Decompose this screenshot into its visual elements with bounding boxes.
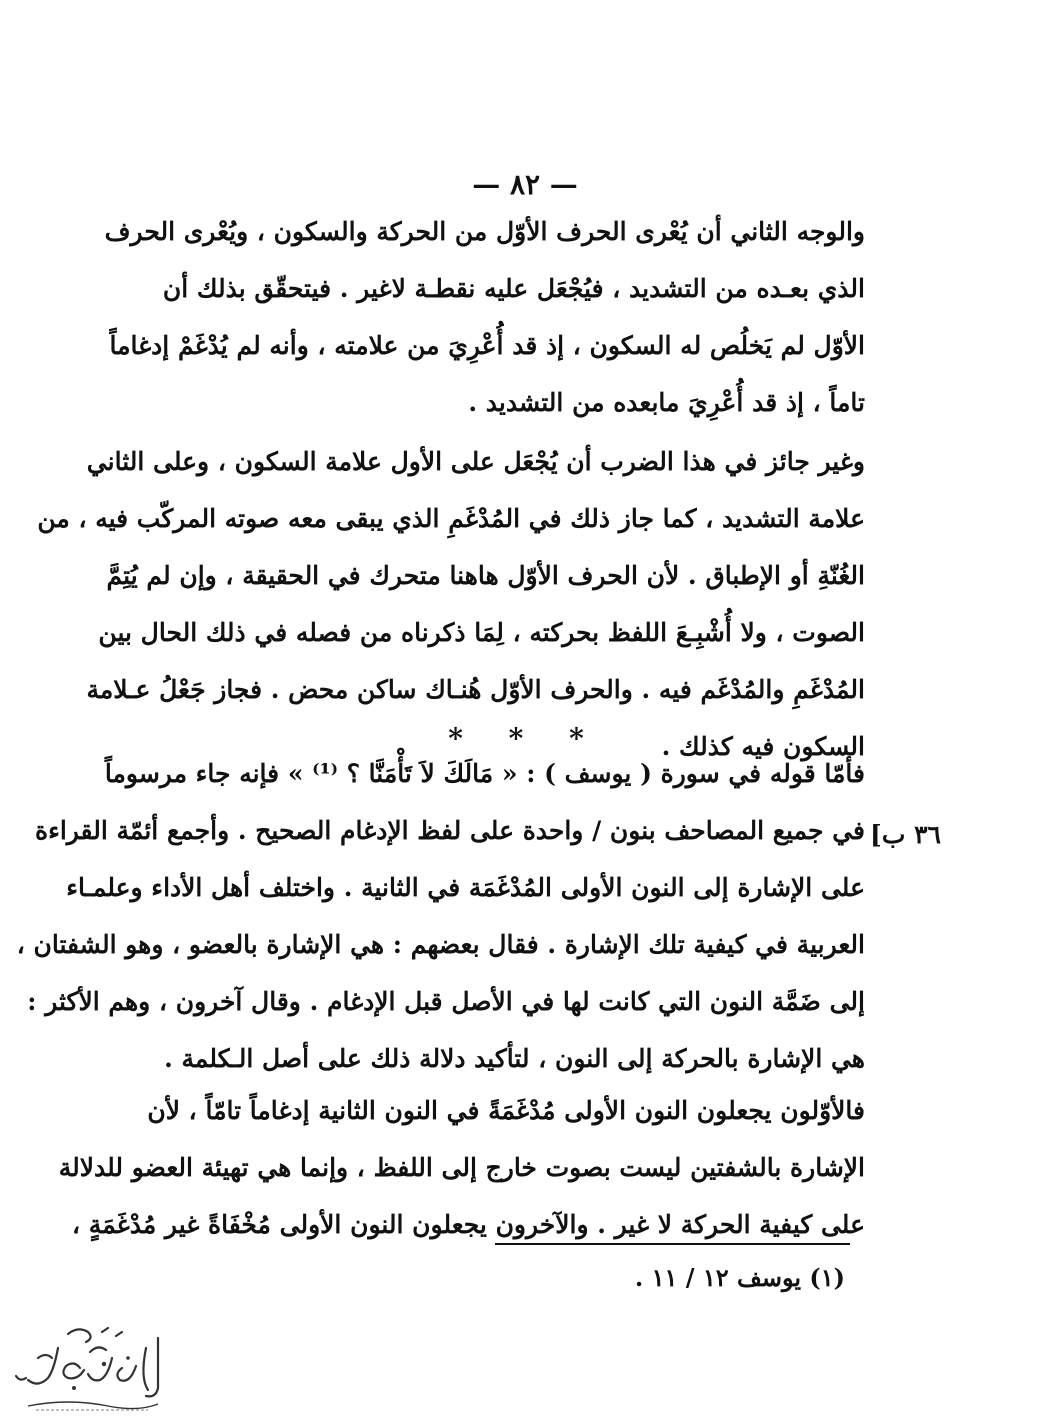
text-line: وغير جائز في هذا الضرب أن يُجْعَل على الأول علامة السكون ، وعلى الثاني [86,447,865,476]
page-number: — ٨٢ — [472,168,578,201]
paragraph-1 [104,203,865,431]
text-line: علامة التشديد ، كما جاز ذلك في المُدْغَمِ الذي يبقى معه صوته المركّب فيه ، من [37,504,865,533]
text-line: الغُنّةِ أو الإطباق . لأن الحرف الأوّل هاهنا متحرك في الحقيقة ، وإن لم يُتِمَّ [106,561,865,590]
text-line: فالأوّلون يجعلون النون الأولى مُدْغَمَةً في النون الثانية إدغاماً تامّاً ، لأن [147,1096,865,1125]
text-line: على كيفية الحركة لا غير . والآخرون يجعلون النون الأولى مُخْفَاةً غير مُدْغَمَةٍ ، [72,1210,865,1239]
paragraph-4 [58,1082,865,1253]
text-line: الأوّل لم يَخلُص له السكون ، إذ قد أُعْرِيَ من علامته ، وأنه لم يُدْغَمْ إدغاماً [109,331,865,360]
text-line: إلى ضَمَّة النون التي كانت لها في الأصل قبل الإدغام . وقال آخرون ، وهم الأكثر : [27,987,865,1016]
text-line: في جميع المصاحف بنون / واحدة على لفظ الإدغام الصحيح . وأجمع أئمّة القراءة [34,816,865,845]
text-line: على الإشارة إلى النون الأولى المُدْغَمَة في الثانية . واختلف أهل الأداء وعلمـاء [66,873,865,902]
paragraph-3 [16,745,865,1087]
text-line: الإشارة بالشفتين ليست بصوت خارج إلى اللفظ ، وإنما هي تهيئة العضو للدلالة [58,1153,865,1182]
section-separator: * * * [448,722,602,755]
calligraphic-stamp-logo [8,1318,168,1418]
footnote: (١) يوسف ١٢ / ١١ . [634,1263,845,1292]
text-line: العربية في كيفية تلك الإشارة . فقال بعضهم : هي الإشارة بالعضو ، وهو الشفتان ، [16,930,865,959]
manuscript-folio-marker: ٣٦ ب] [870,820,941,849]
text-line: والوجه الثاني أن يُعْرى الحرف الأوّل من الحركة والسكون ، ويُعْرى الحرف [104,217,865,246]
text-line: تاماً ، إذ قد أُعْرِيَ مابعده من التشديد . [468,388,865,417]
footnote-divider [495,1243,850,1245]
text-line: المُدْغَمِ والمُدْغَم فيه . والحرف الأوّل هُنـاك ساكن محض . فجاز جَعْلُ عـلامة [86,675,865,704]
text-line: فأمّا قوله في سورة ( يوسف ) : « مَالَكَ لاَ تَأْمَنَّا ؟ ⁽¹⁾ » فإنه جاء مرسوماً [104,759,865,788]
text-line: السكون فيه كذلك . [661,732,865,761]
text-line: الذي بعـده من التشديد ، فيُجْعَل عليه نقطـة لاغير . فيتحقّق بذلك أن [162,274,865,303]
text-line: الصوت ، ولا أُشْبِـعَ اللفظ بحركته ، لِمَا ذكرناه من فصله في ذلك الحال بين [98,618,865,647]
text-line: هي الإشارة بالحركة إلى النون ، لتأكيد دلالة ذلك على أصل الـكلمة . [164,1044,865,1073]
